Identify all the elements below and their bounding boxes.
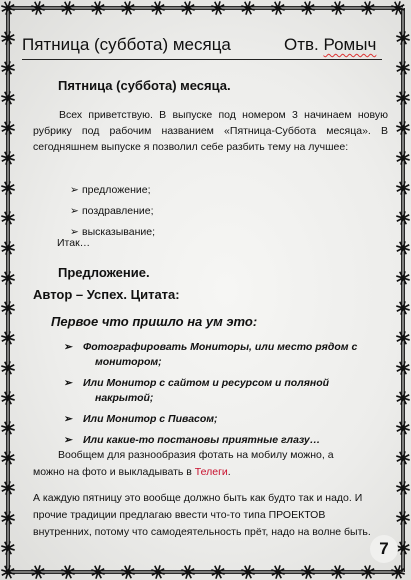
sections-list <box>70 180 155 243</box>
article-title: Пятница (суббота) месяца. <box>58 78 231 93</box>
list-item: ➢ Или какие-то постановы приятные глазу… <box>64 434 321 446</box>
arrow-bullet-icon: ➢ <box>70 184 79 196</box>
ideas-list <box>64 340 384 454</box>
itak-text: Итак… <box>57 237 91 249</box>
list-item: ➢ высказывание; <box>70 222 155 243</box>
header-author <box>284 35 376 55</box>
arrow-bullet-icon: ➢ <box>64 413 73 425</box>
telegram-link[interactable]: Телеги <box>194 466 228 478</box>
arrow-bullet-icon: ➢ <box>70 205 79 217</box>
list-item: ➢ Фотографировать Мониторы, или место рядом с монитором; <box>64 341 358 368</box>
arrow-bullet-icon: ➢ <box>64 377 73 389</box>
page-number: 7 <box>370 535 398 563</box>
paragraph-line: можно на фото и выкладывать в Телеги. <box>33 466 231 478</box>
first-thought-heading: Первое что пришло на ум это: <box>51 314 258 329</box>
author-heading: Автор – Успех. Цитата: <box>33 287 180 302</box>
intro-paragraph: Всех приветствую. В выпуске под номером 3 начинаем новую рубрику под рабочим названием «Пятница-Суббота месяца». В сегодняшнем выпуске я позволил себе разбить тему на лучшее: <box>33 109 388 153</box>
arrow-bullet-icon: ➢ <box>64 341 73 353</box>
arrow-bullet-icon: ➢ <box>64 434 73 446</box>
list-item: ➢ Или Монитор с Пивасом; <box>64 413 218 425</box>
header-author-prefix: Отв. <box>284 35 324 54</box>
paragraph-line: Вообщем для разнообразия фотать на мобилу можно, а <box>58 449 334 461</box>
list-item: ➢ Или Монитор с сайтом и ресурсом и поляной накрытой; <box>64 377 330 404</box>
paragraph-traditions: А каждую пятницу это вообще должно быть как будто так и надо. И прочие традиции предлагаю ввести что-то типа ПРОЕКТОВ внутренних, потому что самодеятельность прёт, надо на волне быть. <box>33 492 371 538</box>
header-author-name: Ромыч <box>323 35 377 54</box>
page-header <box>22 33 382 60</box>
header-title: Пятница (суббота) месяца <box>22 35 231 54</box>
proposal-heading: Предложение. <box>58 265 150 280</box>
list-item: ➢ поздравление; <box>70 201 155 222</box>
arrow-bullet-icon: ➢ <box>70 226 79 238</box>
list-item: ➢ предложение; <box>70 180 155 201</box>
paragraph-mobile-photos <box>33 447 378 481</box>
